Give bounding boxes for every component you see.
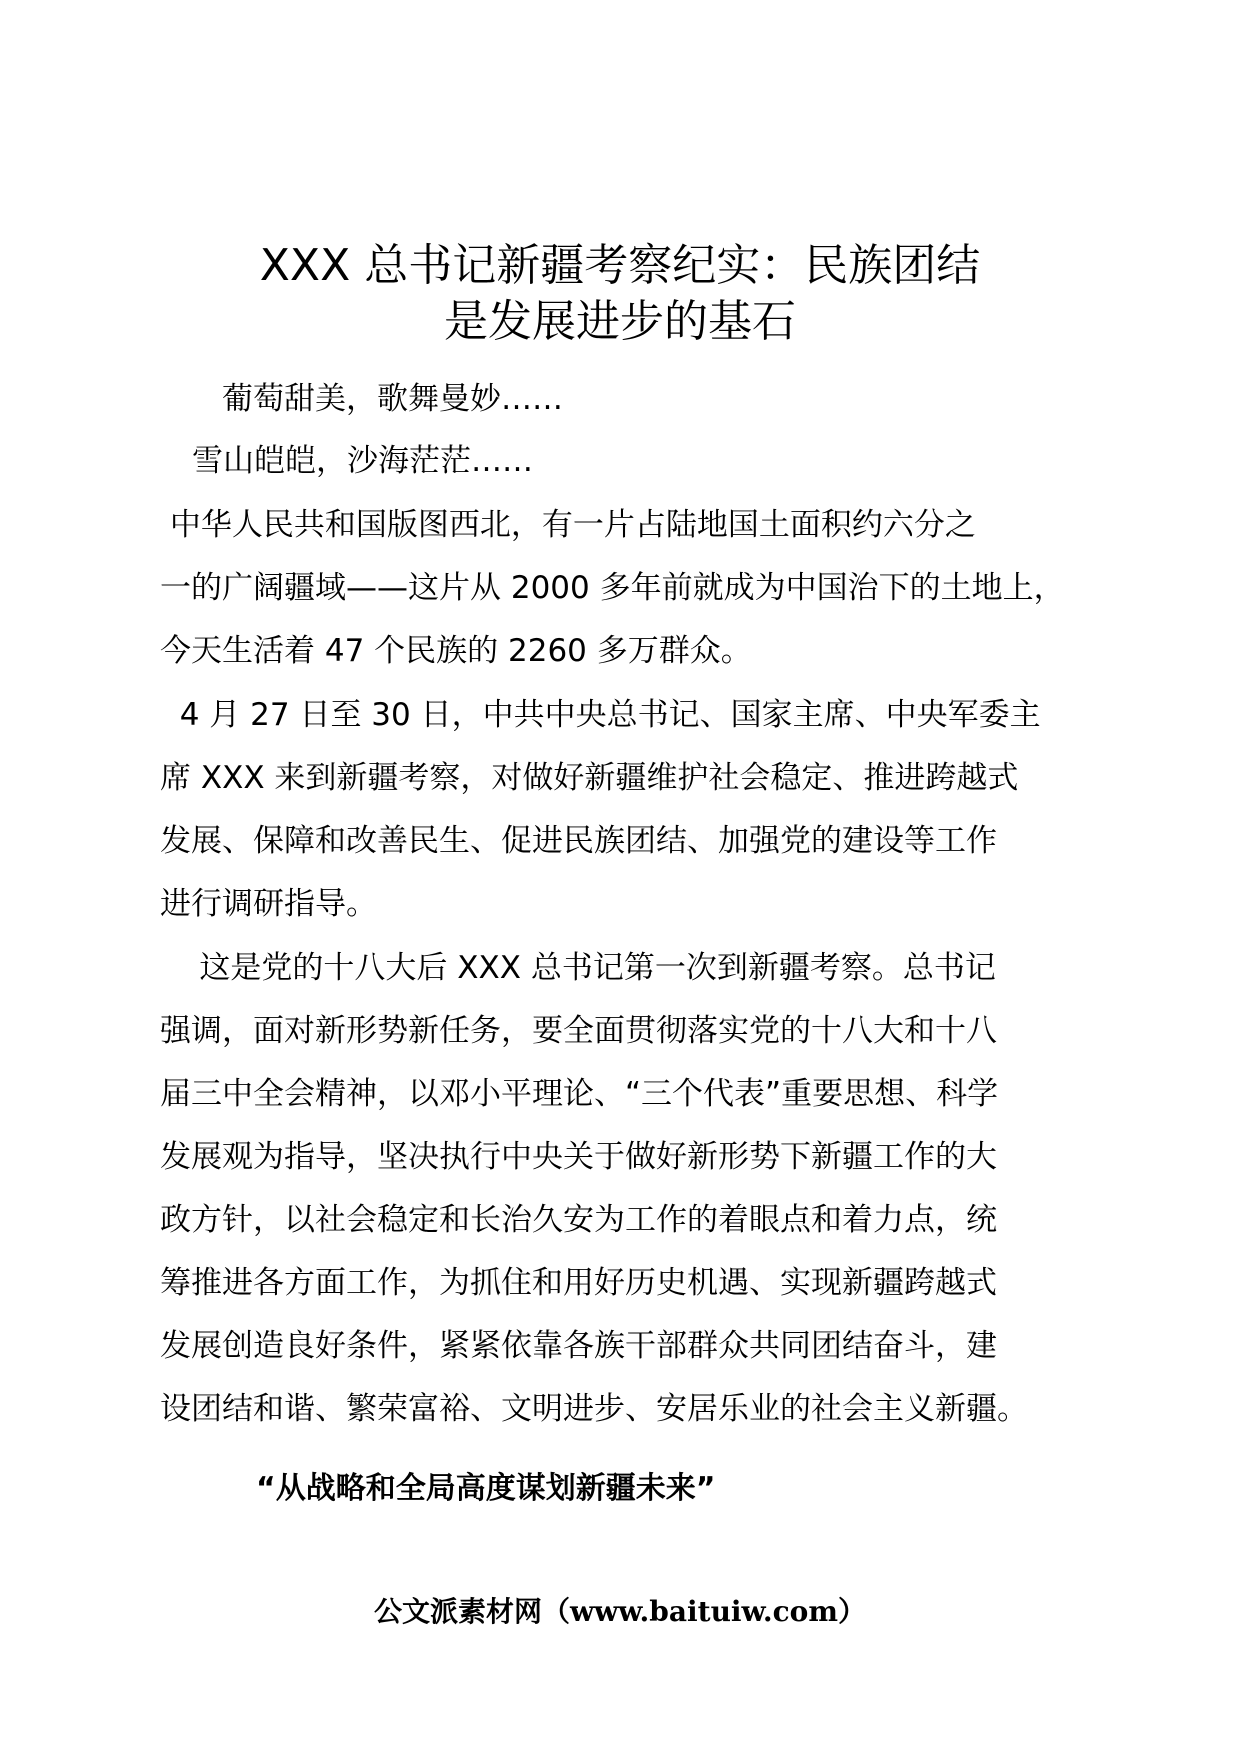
- paragraph-3: [160, 494, 1080, 683]
- paragraph-4-line: 发展、保障和改善民生、促进民族团结、加强党的建设等工作: [160, 823, 997, 859]
- document-title: [160, 238, 1080, 350]
- paragraph-3-line: 一的广阔疆域——这片从 2000 多年前就成为中国治下的土地上，: [160, 570, 1065, 606]
- paragraph-3-line: 中华人民共和国版图西北，有一片占陆地国土面积约六分之: [160, 507, 976, 543]
- paragraph-5-line: 这是党的十八大后 XXX 总书记第一次到新疆考察。总书记: [160, 950, 996, 986]
- paragraph-5-line: 发展创造良好条件，紧紧依靠各族干部群众共同团结奋斗，建: [160, 1328, 997, 1364]
- section-subheading: “从战略和全局高度谋划新疆未来”: [256, 1471, 716, 1506]
- paragraph-5-line: 强调，面对新形势新任务，要全面贯彻落实党的十八大和十八: [160, 1013, 997, 1049]
- paragraph-4-line: 4 月 27 日至 30 日，中共中央总书记、国家主席、中央军委主: [160, 697, 1041, 733]
- paragraph-5-line: 政方针，以社会稳定和长治久安为工作的着眼点和着力点，统: [160, 1202, 997, 1238]
- footer-watermark: 公文派素材网（www.baituiw.com）: [374, 1595, 866, 1628]
- paragraph-2: 雪山皑皑，沙海茫茫……: [192, 443, 533, 479]
- paragraph-5-line: 届三中全会精神，以邓小平理论、“三个代表”重要思想、科学: [160, 1076, 999, 1112]
- paragraph-4-line: 进行调研指导。: [160, 886, 377, 922]
- title-line-1: XXX 总书记新疆考察纪实：民族团结: [259, 240, 981, 291]
- paragraph-1: 葡萄甜美，歌舞曼妙……: [222, 381, 563, 417]
- paragraph-4-line: 席 XXX 来到新疆考察，对做好新疆维护社会稳定、推进跨越式: [160, 760, 1019, 796]
- paragraph-5-line: 发展观为指导，坚决执行中央关于做好新形势下新疆工作的大: [160, 1139, 997, 1175]
- paragraph-4: [160, 684, 1080, 936]
- paragraph-5-line: 设团结和谐、繁荣富裕、文明进步、安居乐业的社会主义新疆。: [160, 1391, 1028, 1427]
- title-line-2: 是发展进步的基石: [444, 296, 796, 347]
- paragraph-3-line: 今天生活着 47 个民族的 2260 多万群众。: [160, 633, 752, 669]
- paragraph-5-line: 筹推进各方面工作，为抓住和用好历史机遇、实现新疆跨越式: [160, 1265, 997, 1301]
- paragraph-5: [160, 937, 1080, 1441]
